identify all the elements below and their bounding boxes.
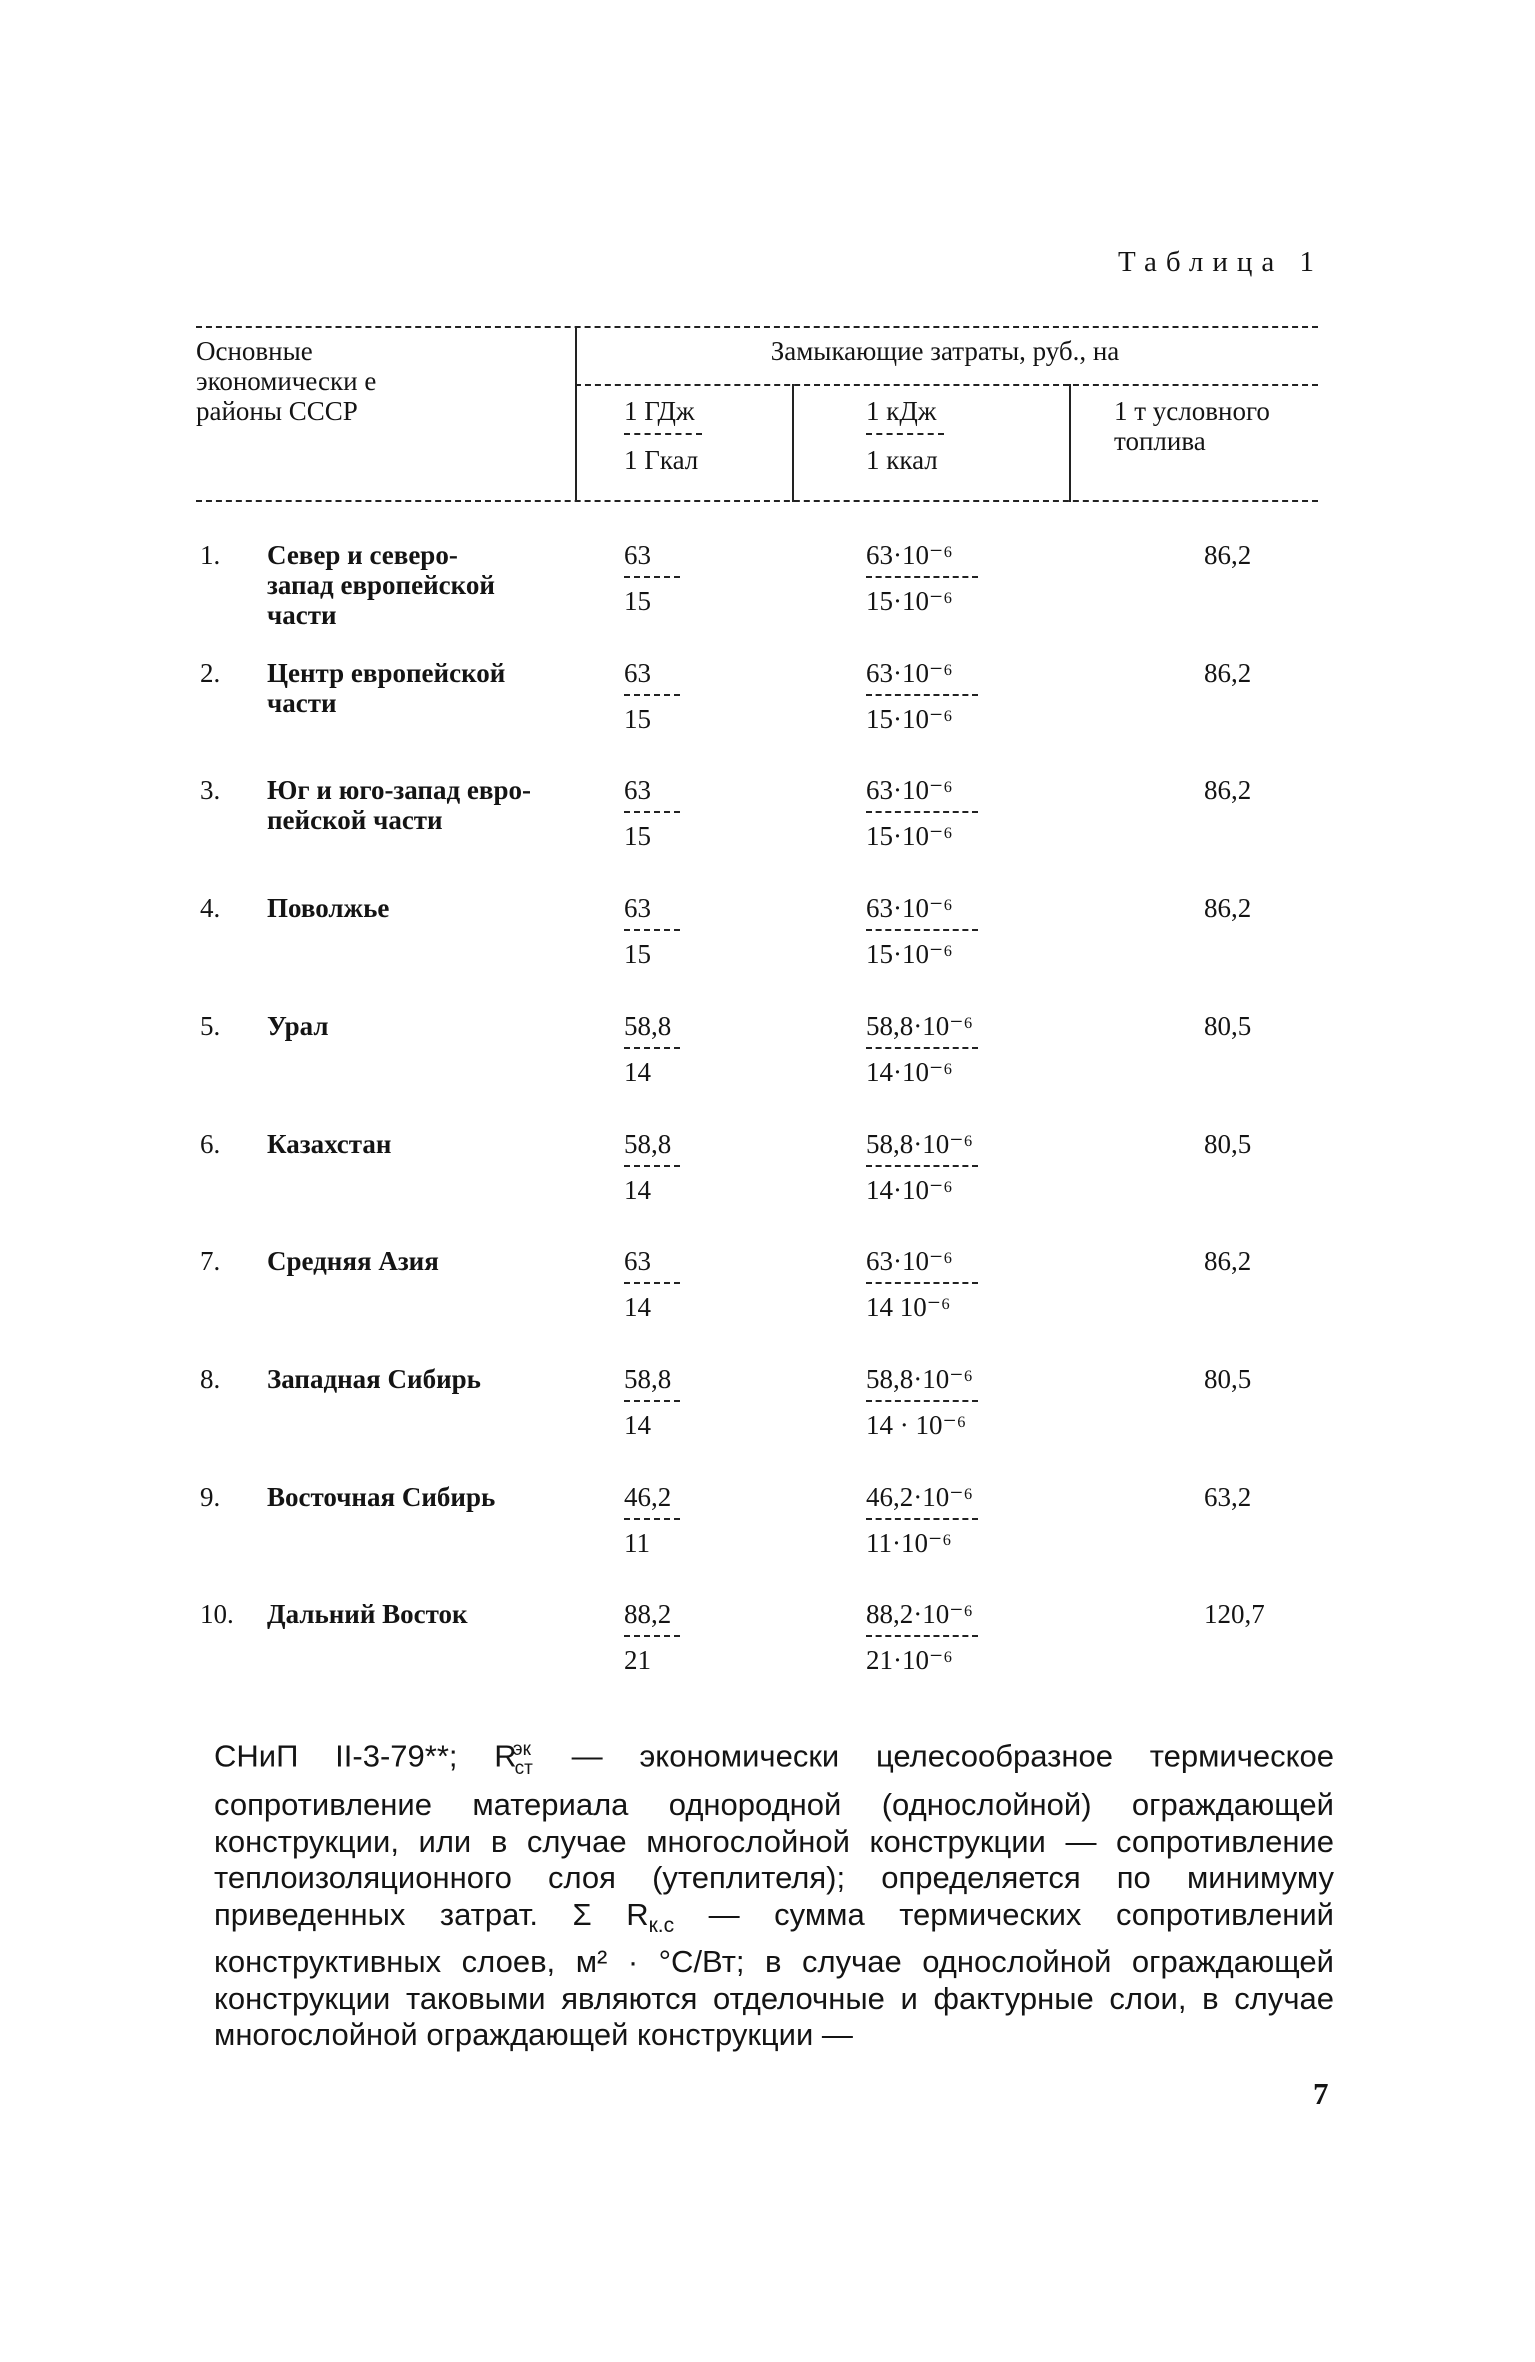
header-col-gj: [624, 396, 702, 476]
cost-per-kj-bar: [866, 1400, 978, 1402]
cost-per-kj-denominator: 11·10⁻⁶: [866, 1527, 952, 1558]
cost-per-kj-bar: [866, 1635, 978, 1637]
cost-per-kj: [866, 1599, 1066, 1675]
cost-per-gj-bar: [624, 1165, 680, 1167]
cost-per-kj-bar: [866, 1165, 978, 1167]
region-name: [267, 1599, 567, 1629]
row-number: 1.: [200, 540, 221, 570]
para-text: экономически целесообразное термическое сопротивление материала однородной (однослойной) ограждающей конструкции, или в случае многослойной конструкции — сопротивление теплоизоляционного слоя (утеплителя); определяется по минимуму приведенных затрат.: [214, 1738, 1334, 1932]
cost-per-gj-bar: [624, 929, 680, 931]
header-bottom-rule: [196, 500, 1318, 502]
row-number: 9.: [200, 1481, 221, 1512]
row-number: 8.: [200, 1363, 221, 1394]
cost-per-kj: [866, 1482, 1066, 1558]
cost-per-gj-numerator: 58,8: [624, 1010, 672, 1041]
header-costs-title: Замыкающие затраты, руб., на: [770, 336, 1120, 366]
cost-per-gj-numerator: 63: [624, 893, 651, 924]
para-sum-symbol: Σ R: [572, 1896, 649, 1932]
cost-per-gj-bar: [624, 1282, 680, 1284]
table-row: [0, 775, 1535, 893]
region-name: [267, 658, 567, 718]
cost-per-kj-bar: [866, 1047, 978, 1049]
cost-per-gj-numerator: 63: [624, 657, 651, 688]
cost-per-ton-fuel: 86,2: [1204, 893, 1252, 924]
header-col-fuel: [1114, 396, 1270, 456]
header-mid-rule: [575, 384, 1318, 386]
cost-per-kj-numerator: 63·10⁻⁶: [866, 540, 953, 570]
region-name-line: Центр европейской: [267, 657, 506, 688]
cost-per-gj: [624, 658, 694, 734]
cost-per-ton-fuel: 80,5: [1204, 1010, 1252, 1041]
cost-per-gj-bar: [624, 1635, 680, 1637]
cost-per-gj-bar: [624, 1400, 680, 1402]
cost-per-ton-fuel: 86,2: [1204, 775, 1252, 806]
cost-per-gj: [624, 1482, 694, 1558]
para-sup-ek: эк: [512, 1739, 531, 1760]
para-text: в случае однослойной ограждающей конструкции таковыми являются отделочные и фактурные слои, в случае многослойной ограждающей конструкции —: [214, 1944, 1334, 2053]
table-row: [0, 1246, 1535, 1364]
cost-per-gj-denominator: 15: [624, 586, 651, 616]
cost-per-kj-numerator: 88,2·10⁻⁶: [866, 1599, 973, 1630]
region-name-line: Север и северо-: [267, 540, 458, 570]
cost-per-gj-numerator: 46,2: [624, 1481, 672, 1512]
header-region: [196, 336, 556, 426]
cost-per-ton-fuel: 86,2: [1204, 1246, 1252, 1277]
cost-per-gj-denominator: 14: [624, 1292, 651, 1323]
cost-per-kj: [866, 893, 1066, 969]
header-gj-bar: [624, 433, 702, 435]
region-name-line: Западная Сибирь: [267, 1363, 481, 1394]
cost-per-kj-denominator: 15·10⁻⁶: [866, 586, 953, 616]
cost-per-gj-denominator: 15: [624, 821, 651, 852]
para-text: СНиП II-3-79**; R: [214, 1738, 517, 1774]
header-fuel-line: 1 т условного: [1114, 396, 1270, 426]
cost-per-gj-numerator: 88,2: [624, 1599, 672, 1630]
region-name-line: части: [267, 600, 337, 630]
region-name-line: Урал: [267, 1010, 329, 1041]
table-row: [0, 1599, 1535, 1717]
cost-per-gj-bar: [624, 1047, 680, 1049]
cost-per-kj: [866, 1011, 1066, 1087]
cost-per-gj-denominator: 21: [624, 1645, 651, 1676]
cost-per-kj-numerator: 63·10⁻⁶: [866, 1246, 953, 1277]
region-name: [267, 1129, 567, 1159]
region-name-line: Дальний Восток: [267, 1599, 468, 1630]
header-kj-den: 1 ккал: [866, 445, 938, 475]
region-name: [267, 1246, 567, 1276]
header-kj-num: 1 кДж: [866, 396, 937, 426]
cost-per-kj-bar: [866, 576, 978, 578]
cost-per-kj: [866, 658, 1066, 734]
table-top-rule: [196, 326, 1318, 328]
table-row: [0, 1129, 1535, 1247]
cost-per-gj: [624, 540, 694, 616]
cost-per-gj-numerator: 63: [624, 1246, 651, 1277]
cost-per-kj-bar: [866, 1518, 978, 1520]
header-divider-2: [792, 384, 794, 502]
table-row: [0, 893, 1535, 1011]
table-row: [0, 1482, 1535, 1600]
cost-per-kj-bar: [866, 1282, 978, 1284]
cost-per-ton-fuel: 80,5: [1204, 1363, 1252, 1394]
cost-per-kj: [866, 1246, 1066, 1322]
para-sub-ek: ст: [514, 1757, 533, 1779]
para-text: сумма термических сопротивлений конструктивных слоев,: [214, 1896, 1334, 1980]
cost-per-gj-denominator: 11: [624, 1527, 650, 1558]
cost-per-kj-denominator: 14·10⁻⁶: [866, 1056, 953, 1087]
region-name: [267, 893, 567, 923]
header-gj-den: 1 Гкал: [624, 445, 699, 475]
region-name-line: запад европейской: [267, 570, 495, 600]
row-number: 2.: [200, 657, 221, 688]
cost-per-gj-denominator: 14: [624, 1409, 651, 1440]
cost-per-gj: [624, 1599, 694, 1675]
cost-per-kj-numerator: 58,8·10⁻⁶: [866, 1363, 973, 1394]
table-row: [0, 540, 1535, 658]
cost-per-kj: [866, 1364, 1066, 1440]
cost-per-gj-numerator: 63: [624, 775, 651, 806]
row-number: 4.: [200, 893, 221, 924]
cost-per-gj-denominator: 14: [624, 1174, 651, 1205]
region-name-line: Юг и юго-запад евро-: [267, 775, 531, 806]
para-sub-kc: к.с: [648, 1913, 675, 1937]
row-number: 7.: [200, 1246, 221, 1277]
region-name-line: части: [267, 687, 337, 718]
header-divider-3: [1069, 384, 1071, 502]
row-number: 10.: [200, 1599, 234, 1630]
header-region-line: районы СССР: [196, 396, 358, 426]
cost-per-kj-numerator: 63·10⁻⁶: [866, 893, 953, 924]
header-region-line: экономически е: [196, 366, 377, 396]
cost-per-kj-denominator: 15·10⁻⁶: [866, 939, 953, 970]
cost-per-gj-numerator: 63: [624, 540, 651, 570]
para-unit: м² · °C/Вт;: [575, 1944, 745, 1980]
cost-per-kj-bar: [866, 929, 978, 931]
region-name: [267, 1364, 567, 1394]
cost-per-kj-denominator: 15·10⁻⁶: [866, 821, 953, 852]
region-name-line: Поволжье: [267, 893, 390, 924]
region-name-line: пейской части: [267, 805, 443, 836]
region-name-line: Казахстан: [267, 1128, 392, 1159]
cost-per-kj-bar: [866, 811, 978, 813]
cost-per-kj-denominator: 14·10⁻⁶: [866, 1174, 953, 1205]
cost-per-gj: [624, 1011, 694, 1087]
cost-per-gj-denominator: 15: [624, 939, 651, 970]
cost-per-gj-numerator: 58,8: [624, 1363, 672, 1394]
cost-per-ton-fuel: 86,2: [1204, 657, 1252, 688]
cost-per-kj-denominator: 15·10⁻⁶: [866, 703, 953, 734]
cost-per-kj-bar: [866, 694, 978, 696]
table-row: [0, 1011, 1535, 1129]
cost-per-kj-denominator: 14 · 10⁻⁶: [866, 1409, 967, 1440]
cost-per-kj: [866, 775, 1066, 851]
cost-per-kj-numerator: 58,8·10⁻⁶: [866, 1010, 973, 1041]
cost-per-ton-fuel: 63,2: [1204, 1481, 1252, 1512]
cost-per-gj: [624, 1246, 694, 1322]
region-name: [267, 1011, 567, 1041]
row-number: 3.: [200, 775, 221, 806]
cost-per-kj-numerator: 63·10⁻⁶: [866, 775, 953, 806]
cost-per-gj-denominator: 14: [624, 1056, 651, 1087]
cost-per-gj-bar: [624, 576, 680, 578]
region-name: [267, 540, 567, 630]
cost-per-ton-fuel: 120,7: [1204, 1599, 1265, 1630]
table-label: Таблица 1: [1117, 246, 1323, 278]
cost-per-kj-denominator: 14 10⁻⁶: [866, 1292, 951, 1323]
region-name-line: Восточная Сибирь: [267, 1481, 496, 1512]
cost-per-gj-bar: [624, 1518, 680, 1520]
cost-per-kj: [866, 540, 1066, 616]
body-paragraph: СНиП II-3-79**; $R_{ст}^{эк}$ — экономически целесообразное термическое сопротивление материала однородной (однослойной) ограждающей конструкции, или в случае многослойной конструкции — сопротивление теплоизоляционного слоя (утеплителя); определяется по минимуму приведенных затрат. Σ $R_{к.с}$ — сумма термических сопротивлений конструктивных слоев, м² · °C/Вт; в случае однослойной ограждающей конструкции таковыми являются отделочные и фактурные слои, в случае многослойной ограждающей конструкции —: [214, 1738, 1334, 2053]
row-number: 6.: [200, 1128, 221, 1159]
header-fuel-line: топлива: [1114, 426, 1206, 456]
table-row: [0, 1364, 1535, 1482]
cost-per-gj-bar: [624, 694, 680, 696]
cost-per-gj-denominator: 15: [624, 703, 651, 734]
cost-per-gj-numerator: 58,8: [624, 1128, 672, 1159]
region-name: [267, 775, 567, 835]
cost-per-kj: [866, 1129, 1066, 1205]
cost-per-kj-numerator: 63·10⁻⁶: [866, 657, 953, 688]
cost-per-ton-fuel: 80,5: [1204, 1128, 1252, 1159]
table-row: [0, 658, 1535, 776]
cost-per-gj: [624, 775, 694, 851]
cost-per-ton-fuel: 86,2: [1204, 540, 1252, 570]
row-number: 5.: [200, 1010, 221, 1041]
cost-per-gj-bar: [624, 811, 680, 813]
region-name: [267, 1482, 567, 1512]
header-gj-num: 1 ГДж: [624, 396, 695, 426]
cost-per-gj: [624, 1129, 694, 1205]
page-number: 7: [1313, 2076, 1329, 2111]
header-region-line: Основные: [196, 336, 313, 366]
region-name-line: Средняя Азия: [267, 1246, 439, 1277]
cost-per-gj: [624, 1364, 694, 1440]
cost-per-kj-denominator: 21·10⁻⁶: [866, 1645, 953, 1676]
header-kj-bar: [866, 433, 944, 435]
cost-per-kj-numerator: 46,2·10⁻⁶: [866, 1481, 973, 1512]
cost-per-kj-numerator: 58,8·10⁻⁶: [866, 1128, 973, 1159]
cost-per-gj: [624, 893, 694, 969]
header-col-kj: [866, 396, 944, 476]
